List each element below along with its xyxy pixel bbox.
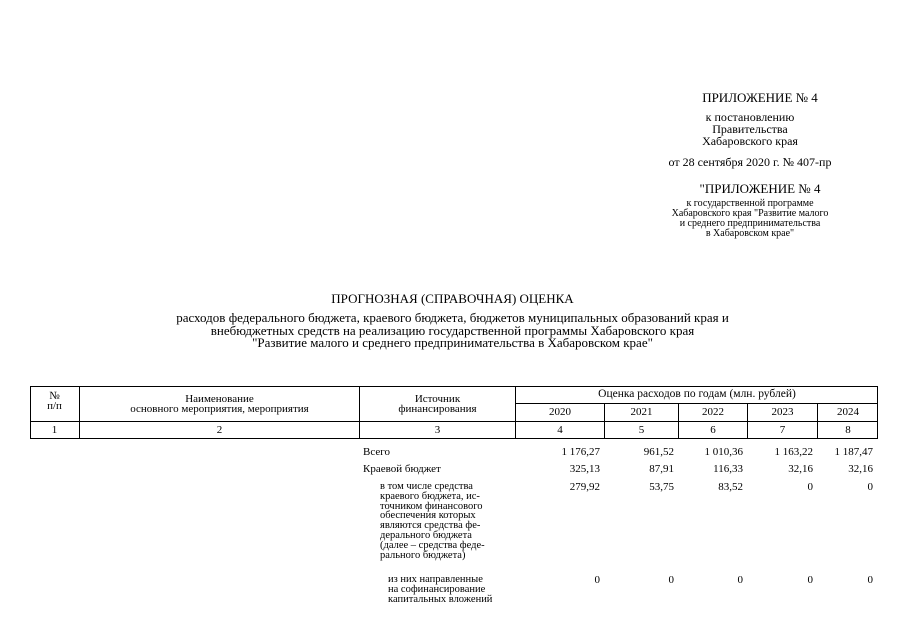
index-cell: 6: [710, 424, 716, 436]
program-appendix-line: и среднего предпринимательства: [679, 218, 821, 229]
to-decree-line: Хабаровского края: [702, 134, 798, 148]
table-cell: 1 010,36: [704, 446, 743, 458]
table-cell: 32,16: [788, 463, 813, 475]
program-appendix-title: "ПРИЛОЖЕНИЕ № 4: [699, 181, 821, 196]
subtitle-line: внебюджетных средств на реализацию государственной программы Хабаровского края: [210, 322, 695, 338]
table-cell: 0: [594, 574, 600, 586]
index-cell: 7: [779, 424, 786, 436]
year-header: 2023: [771, 406, 794, 418]
index-cell: 1: [51, 424, 58, 436]
table-cell: 961,52: [643, 446, 674, 458]
year-header: 2024: [837, 406, 859, 418]
program-appendix-line: Хабаровского края "Развитие малого: [671, 208, 829, 219]
row-source-federal-share: в том числе средства краевого бюджета, ис- точником финансового обеспечения которых являются средства фе- дерального бюджета (далее – средства феде- рального бюджета): [380, 481, 485, 561]
table-cell: 0: [867, 574, 873, 586]
index-cell: 2: [216, 424, 223, 436]
column-header-number: № п/п: [47, 390, 62, 412]
decree-date: от 28 сентября 2020 г. № 407-пр: [668, 155, 832, 169]
column-header-source: Источник финансирования: [398, 393, 477, 415]
table-cell: 1 163,22: [774, 446, 813, 458]
row-source-total: Всего: [363, 446, 390, 458]
program-appendix-line: к государственной программе: [686, 198, 814, 209]
row-source-regional: Краевой бюджет: [363, 463, 441, 475]
document-title: ПРОГНОЗНАЯ (СПРАВОЧНАЯ) ОЦЕНКА: [331, 291, 574, 306]
index-cell: 3: [434, 424, 441, 436]
table-cell: 83,52: [718, 481, 743, 493]
table-cell: 0: [668, 574, 674, 586]
column-header-estimate: Оценка расходов по годам (млн. рублей): [598, 388, 796, 400]
subtitle-line: расходов федерального бюджета, краевого бюджета, бюджетов муниципальных образований края и: [176, 310, 729, 325]
table-cell: 0: [807, 574, 813, 586]
index-cell: 4: [557, 424, 563, 436]
table-cell: 116,33: [713, 463, 743, 475]
table-cell: 279,92: [569, 481, 600, 493]
subtitle-line: "Развитие малого и среднего предпринимательства в Хабаровском крае": [252, 335, 653, 350]
index-cell: 5: [638, 424, 645, 436]
program-appendix-line: в Хабаровском крае": [705, 228, 795, 239]
table-cell: 0: [807, 481, 813, 493]
year-header: 2022: [702, 406, 724, 418]
table-cell: 53,75: [649, 481, 674, 493]
column-header-name: Наименование основного мероприятия, мероприятия: [130, 393, 309, 415]
appendix-title: ПРИЛОЖЕНИЕ № 4: [702, 90, 818, 105]
year-header: 2020: [549, 406, 571, 418]
table-cell: 32,16: [848, 463, 873, 475]
table-cell: 1 176,27: [561, 446, 600, 458]
table-cell: 0: [867, 481, 873, 493]
table-cell: 1 187,47: [834, 446, 873, 458]
to-decree-line: Правительства: [712, 122, 788, 136]
table-cell: 87,91: [649, 463, 674, 475]
table-cell: 325,13: [569, 463, 600, 475]
row-source-capital-investments: из них направленные на софинансирование капитальных вложений: [388, 574, 493, 605]
year-header: 2021: [630, 406, 653, 418]
table-cell: 0: [737, 574, 743, 586]
to-decree-line: к постановлению: [705, 110, 795, 124]
index-cell: 8: [845, 424, 851, 436]
